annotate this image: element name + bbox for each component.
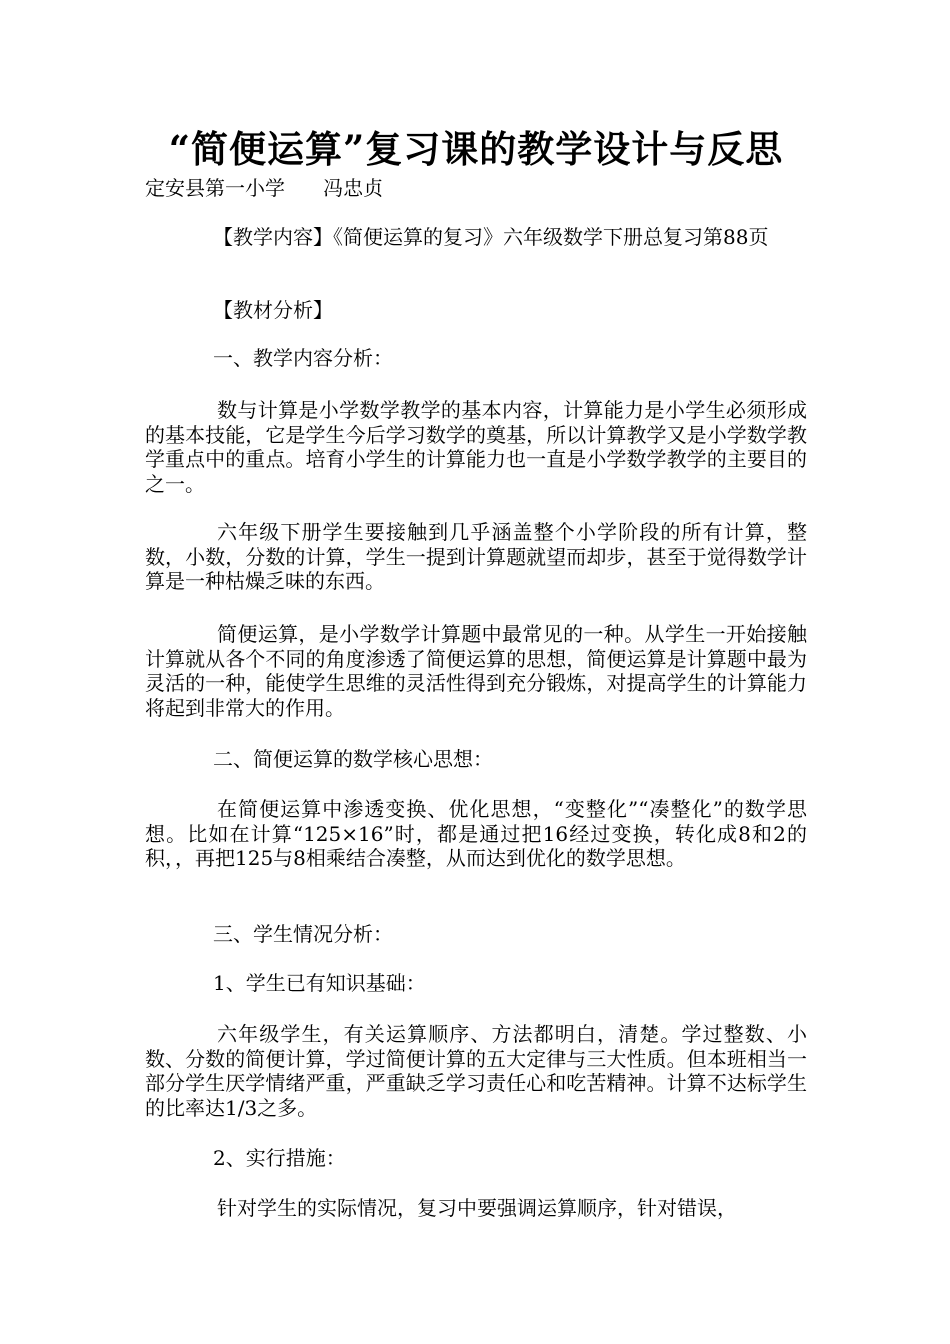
section-heading-content-analysis: 一、教学内容分析： (213, 346, 393, 370)
document-title: “简便运算”复习课的教学设计与反思 (168, 127, 784, 171)
paragraph-teaching-content: 【教学内容】《简便运算的复习》六年级数学下册总复习第88页 (213, 225, 769, 249)
author-byline: 定安县第一小学 冯忠贞 (145, 176, 384, 200)
subheading-prior-knowledge: 1、学生已有知识基础： (213, 971, 426, 995)
paragraph-core-ideas: 在简便运算中渗透变换、优化思想，“变整化”“凑整化”的数学思想。比如在计算“125×16”时，都是通过把16经过变换，转化成8和2的积，，再把125与8相乘结合凑整，从而达到优化的数学思想。 (145, 797, 807, 870)
paragraph-simple-operation: 简便运算，是小学数学计算题中最常见的一种。从学生一开始接触计算就从各个不同的角度渗透了简便运算的思想，简便运算是计算题中最为灵活的一种，能使学生思维的灵活性得到充分锻炼，对提高学生的计算能力将起到非常大的作用。 (145, 622, 807, 720)
paragraph-measures: 针对学生的实际情况，复习中要强调运算顺序，针对错误， (217, 1196, 737, 1220)
paragraph-grade-six-calculation: 六年级下册学生要接触到几乎涵盖整个小学阶段的所有计算，整数，小数，分数的计算，学生一提到计算题就望而却步，甚至于觉得数学计算是一种枯燥乏味的东西。 (145, 520, 807, 593)
subheading-measures: 2、实行措施： (213, 1146, 346, 1170)
section-heading-student-analysis: 三、学生情况分析： (213, 922, 393, 946)
paragraph-calculation-basics: 数与计算是小学数学教学的基本内容，计算能力是小学生必须形成的基本技能，它是学生今后学习数学的奠基，所以计算教学又是小学数学教学重点中的重点。培育小学生的计算能力也一直是小学数学教学的主要目的之一。 (145, 398, 807, 496)
paragraph-prior-knowledge: 六年级学生，有关运算顺序、方法都明白，清楚。学过整数、小数、分数的简便计算，学过简便计算的五大定律与三大性质。但本班相当一部分学生厌学情绪严重，严重缺乏学习责任心和吃苦精神。计算不达标学生的比率达1/3之多。 (145, 1022, 807, 1120)
section-heading-core-ideas: 二、简便运算的数学核心思想： (213, 747, 493, 771)
paragraph-material-analysis-heading: 【教材分析】 (213, 298, 333, 322)
